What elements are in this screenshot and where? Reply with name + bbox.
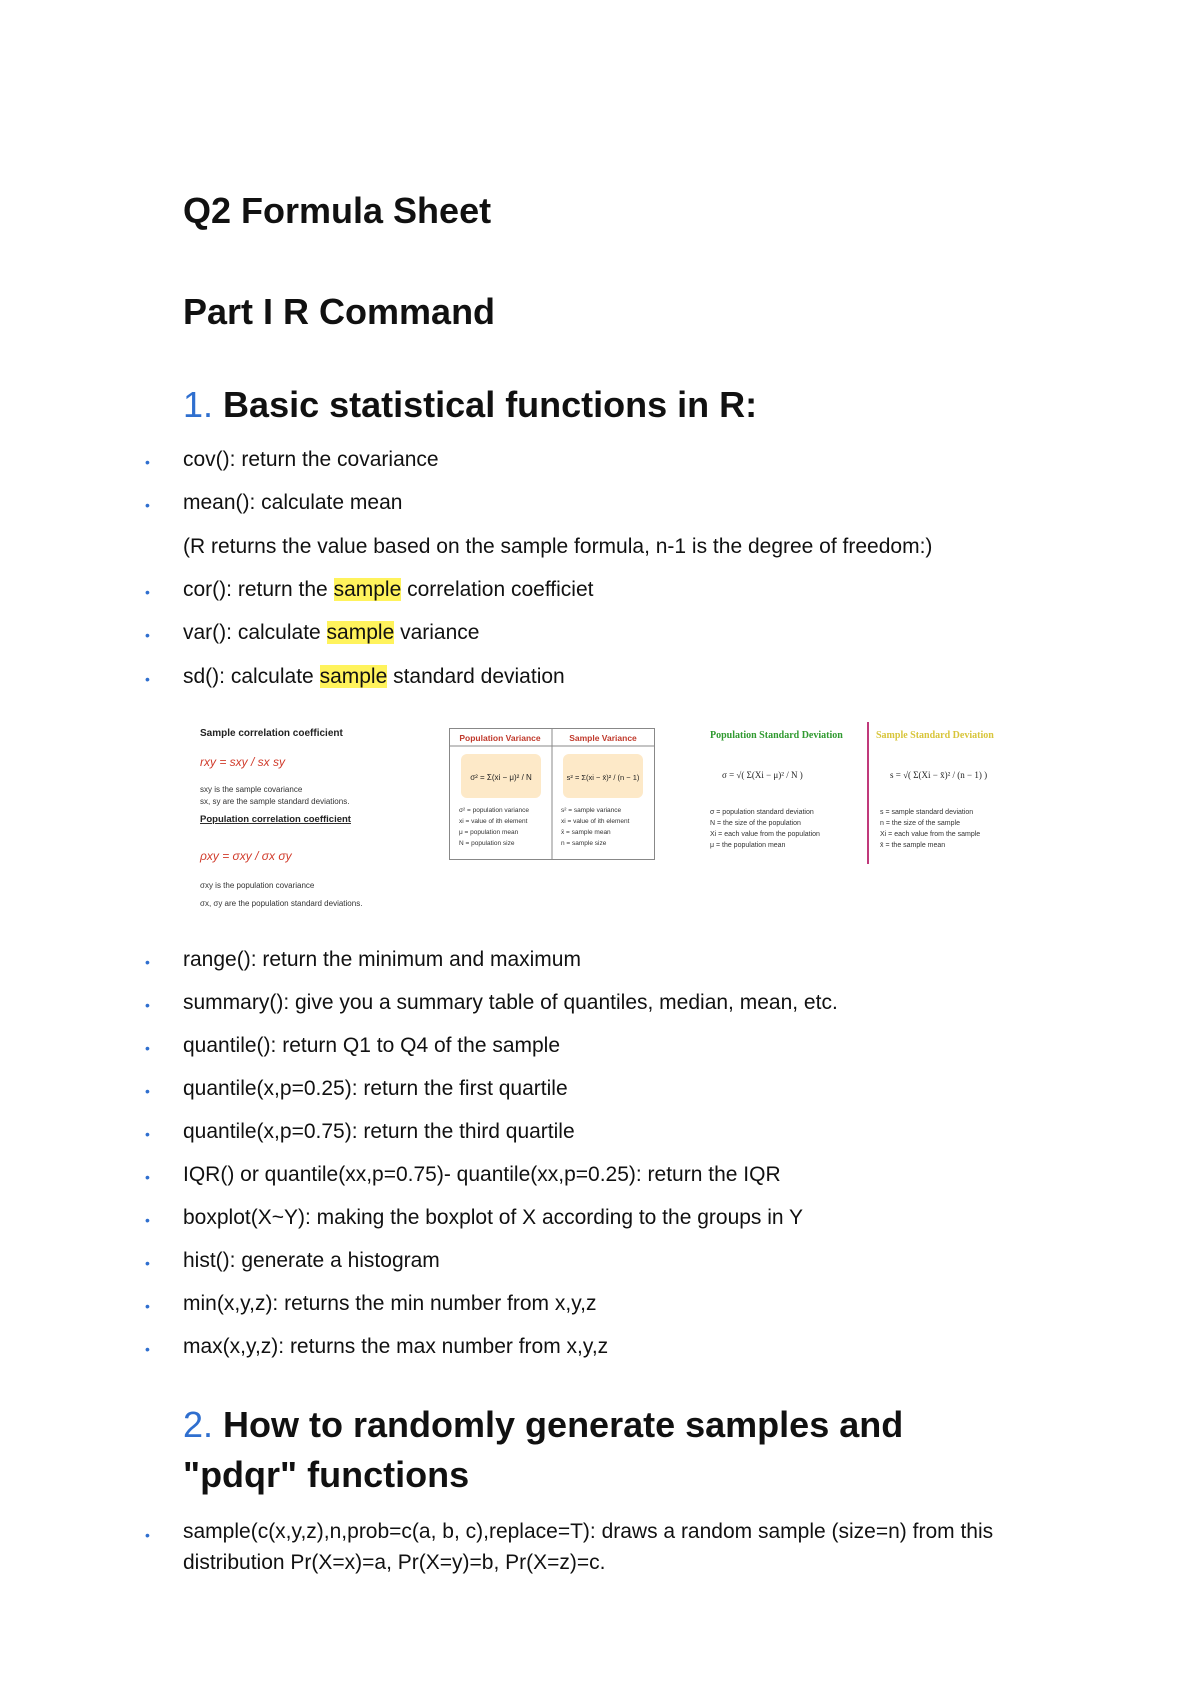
bullet-icon: • xyxy=(145,671,150,687)
list-item: sample(c(x,y,z),n,prob=c(a, b, c),replace=T): draws a random sample (size=n) from this distribution Pr(X=x)=a, Pr(X=y)=b, Pr(X=z)=c. xyxy=(183,1520,994,1574)
sd-sample-header: Sample Standard Deviation xyxy=(876,730,994,741)
bullet-icon: • xyxy=(145,997,150,1013)
list-item xyxy=(183,619,479,647)
variance-sample-formula: s² = Σ(xi − x̄)² / (n − 1) xyxy=(566,773,640,782)
bullet-icon: • xyxy=(145,1169,150,1185)
highlight-sample: sample xyxy=(326,621,395,644)
corr-sample-formula: rxy = sxy / sx sy xyxy=(200,755,286,769)
sd-sample-def: s = sample standard deviation xyxy=(880,809,974,816)
list-item xyxy=(183,663,565,691)
list-item: quantile(x,p=0.75): return the third quartile xyxy=(183,1120,575,1143)
sd-pop-def: Xi = each value from the population xyxy=(710,831,820,838)
highlight-sample: sample xyxy=(319,665,388,688)
bullet-icon: • xyxy=(145,954,150,970)
variance-sample-def: x̄ = sample mean xyxy=(561,829,611,836)
list-item: boxplot(X~Y): making the boxplot of X according to the groups in Y xyxy=(183,1206,804,1229)
item-text: standard deviation xyxy=(387,665,565,688)
list-item: quantile(x,p=0.25): return the first quartile xyxy=(183,1077,568,1100)
sd-pop-def: μ = the population mean xyxy=(710,842,786,849)
variance-sample-def: n = sample size xyxy=(561,840,607,847)
section-2-number: 2. xyxy=(183,1404,214,1445)
variance-pop-def: N = population size xyxy=(459,840,515,847)
variance-pop-def: xi = value of ith element xyxy=(459,818,528,825)
section-1-title: Basic statistical functions in R: xyxy=(223,384,758,425)
bullet-icon: • xyxy=(145,584,150,600)
variance-sample-def: s² = sample variance xyxy=(561,807,622,814)
bullet-icon: • xyxy=(145,454,150,470)
list-item: min(x,y,z): returns the min number from x,y,z xyxy=(183,1292,597,1315)
variance-pop-formula: σ² = Σ(xi − μ)² / N xyxy=(470,773,532,782)
bullet-icon: • xyxy=(145,627,150,643)
list-item: quantile(): return Q1 to Q4 of the sample xyxy=(183,1034,561,1057)
item-text: cor(): return the xyxy=(183,578,334,601)
list-item xyxy=(183,576,593,604)
page-title: Q2 Formula Sheet xyxy=(183,190,492,231)
bullet-icon: • xyxy=(145,1040,150,1056)
sd-pop-formula: σ = √( Σ(Xi − μ)² / N ) xyxy=(722,770,803,780)
item-text: sd(): calculate xyxy=(183,665,320,688)
list-item: hist(): generate a histogram xyxy=(183,1249,440,1272)
corr-population-formula: ρxy = σxy / σx σy xyxy=(200,849,292,863)
section-2-heading xyxy=(183,1400,903,1500)
list-item: summary(): give you a summary table of quantiles, median, mean, etc. xyxy=(183,991,838,1014)
bullet-icon: • xyxy=(145,1212,150,1228)
corr-note: sx, sy are the sample standard deviations. xyxy=(200,797,350,806)
list-item: IQR() or quantile(xx,p=0.75)- quantile(xx,p=0.25): return the IQR xyxy=(183,1163,781,1186)
bullet-icon: • xyxy=(145,1341,150,1357)
variance-formula-image xyxy=(449,728,655,860)
sd-sample-def: x̄ = the sample mean xyxy=(880,842,946,849)
variance-pop-header: Population Variance xyxy=(459,733,541,743)
variance-sample-def: xi = value of ith element xyxy=(561,818,630,825)
section-1-heading xyxy=(183,380,757,430)
bullet-icon: • xyxy=(145,1083,150,1099)
variance-pop-def: σ² = population variance xyxy=(459,807,529,814)
section-2-title-line1: How to randomly generate samples and xyxy=(223,1404,904,1445)
bullet-icon: • xyxy=(145,1298,150,1314)
std-dev-formula-image xyxy=(708,722,1028,872)
part-heading: Part I R Command xyxy=(183,291,496,332)
item-text: correlation coefficiet xyxy=(401,578,594,601)
note-text: (R returns the value based on the sample formula, n-1 is the degree of freedom:) xyxy=(183,535,933,558)
list-item: cov(): return the covariance xyxy=(183,448,439,471)
section-2-title-line2: "pdqr" functions xyxy=(183,1454,470,1495)
corr-title-population: Population correlation coefficient xyxy=(200,814,351,825)
variance-sample-header: Sample Variance xyxy=(569,733,637,743)
bullet-icon: • xyxy=(145,497,150,513)
sd-pop-header: Population Standard Deviation xyxy=(710,730,843,741)
section-1-number: 1. xyxy=(183,384,214,425)
bullet-icon: • xyxy=(145,1255,150,1271)
highlight-sample: sample xyxy=(333,578,402,601)
list-item: max(x,y,z): returns the max number from x,y,z xyxy=(183,1335,609,1358)
sd-sample-def: Xi = each value from the sample xyxy=(880,831,981,838)
correlation-formula-image xyxy=(198,722,398,912)
sd-pop-def: N = the size of the population xyxy=(710,820,801,827)
sd-sample-def: n = the size of the sample xyxy=(880,820,960,827)
bullet-icon: • xyxy=(145,1126,150,1142)
sd-sample-formula: s = √( Σ(Xi − x̄)² / (n − 1) ) xyxy=(890,770,988,780)
corr-note: σx, σy are the population standard deviations. xyxy=(200,899,363,908)
corr-note: sxy is the sample covariance xyxy=(200,785,303,794)
sd-pop-def: σ = population standard deviation xyxy=(710,809,814,816)
list-item: range(): return the minimum and maximum xyxy=(183,948,581,971)
bullet-icon: • xyxy=(145,1527,150,1543)
variance-pop-def: μ = population mean xyxy=(459,829,519,836)
corr-note: σxy is the population covariance xyxy=(200,881,315,890)
corr-title-sample: Sample correlation coefficient xyxy=(200,728,343,739)
item-text: variance xyxy=(394,621,480,644)
list-item: mean(): calculate mean xyxy=(183,491,403,514)
item-text: var(): calculate xyxy=(183,621,327,644)
